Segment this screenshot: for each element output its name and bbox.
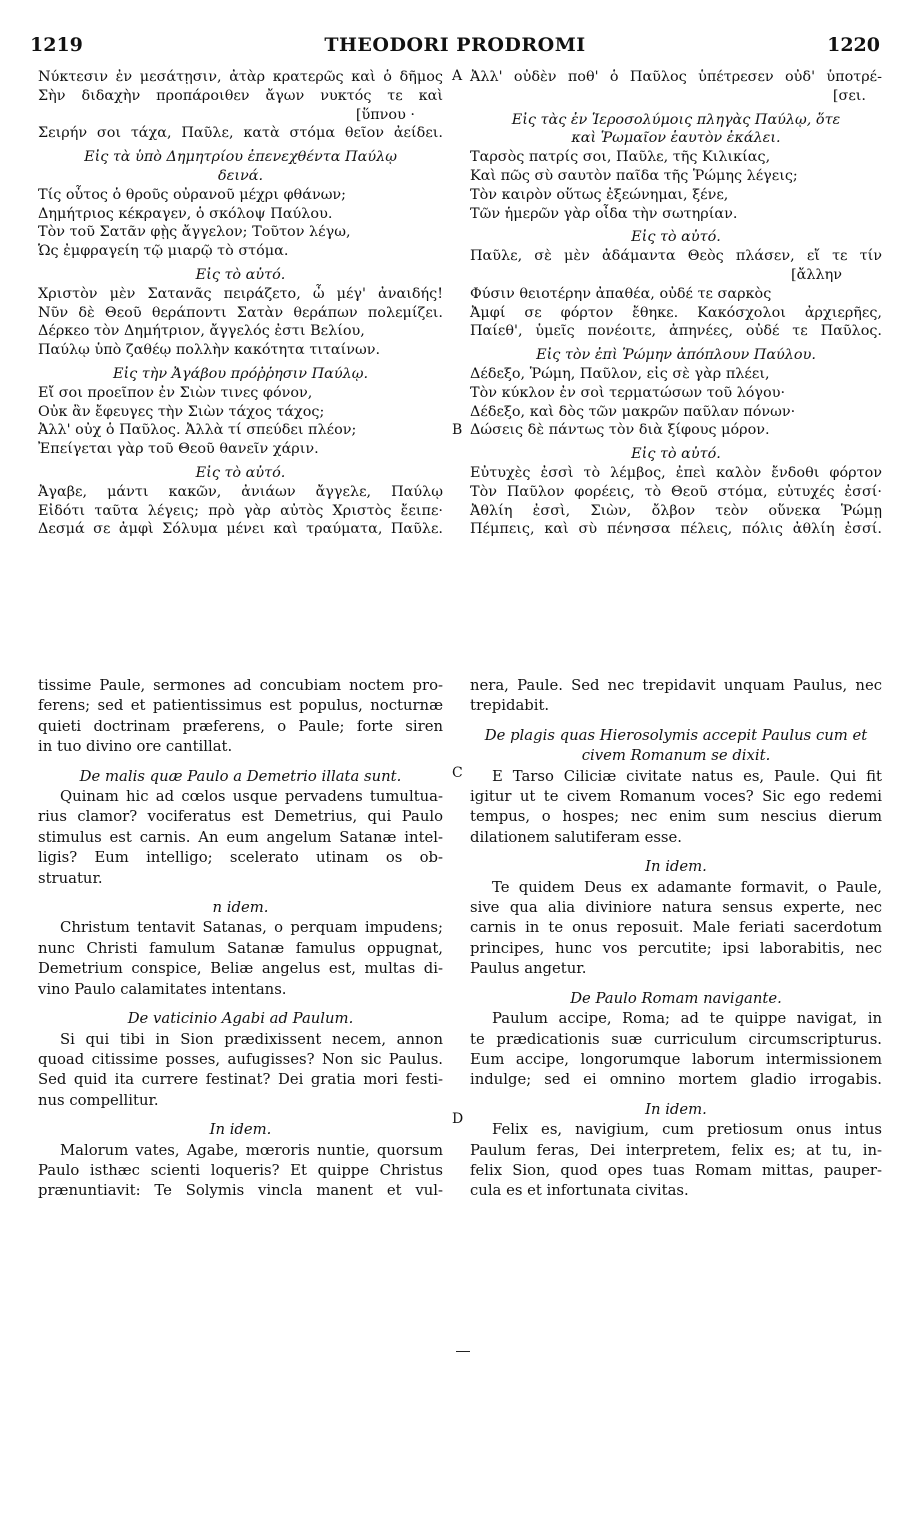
margin-letter-a: A [452, 68, 463, 84]
prose-line: Paulum accipe, Roma; ad te quippe navigat, in [492, 1010, 882, 1028]
prose-line: Demetrium conspice, Beliæ angelus est, multas di- [38, 960, 443, 978]
verse-line: Ἀγαβε, μάντι κακῶν, ἀνιάων ἄγγελε, Παύλῳ [38, 483, 443, 500]
prose-line: Paulo isthæc scienti loqueris? Et quippe Christus [38, 1161, 443, 1179]
right-latin-column [470, 676, 882, 1202]
margin-letter-c: C [452, 765, 463, 781]
verse-line: Τῶν ἡμερῶν γὰρ οἶδα τὴν σωτηρίαν. [470, 205, 738, 222]
section-heading: De vaticinio Agabi ad Paulum. [127, 1010, 354, 1028]
prose-line: prænuntiavit: Te Solymis vincla manent et vul- [38, 1182, 443, 1200]
section-heading: In idem. [645, 1100, 707, 1118]
verse-line: Καὶ πῶς σὺ σαυτὸν παῖδα τῆς Ῥώμης λέγεις; [470, 167, 798, 184]
section-heading: Εἰς τὸ αὐτό. [195, 266, 286, 283]
prose-line: te prædicationis suæ curriculum circumscripturus. [470, 1030, 882, 1048]
verse-line: Τὸν Παῦλον φορέεις, τὸ Θεοῦ στόμα, εὐτυχές ἐσσί· [470, 483, 882, 500]
verse-line: Ἐπείγεται γὰρ τοῦ Θεοῦ θανεῖν χάριν. [38, 441, 319, 458]
margin-letter-b: B [452, 422, 463, 438]
verse-line: Δημήτριος κέκραγεν, ὁ σκόλοψ Παύλου. [38, 205, 333, 222]
prose-line: stimulus est carnis. An eum angelum Satanæ intel- [38, 828, 443, 846]
prose-line: principes, hunc vos percutite; ipsi laborabitis, nec [470, 939, 882, 957]
prose-line: dilationem salutiferam esse. [470, 828, 682, 846]
prose-line: in tuo divino ore cantillat. [38, 738, 233, 756]
prose-line: felix Sion, quod opes tuas Romam mittas, pauper- [470, 1161, 882, 1179]
section-heading: Εἰς τὸ αὐτό. [631, 229, 721, 246]
prose-line: struatur. [38, 869, 103, 887]
prose-line: trepidabit. [470, 697, 550, 715]
prose-line: Malorum vates, Agabe, mœroris nuntie, quorsum [60, 1141, 443, 1159]
section-heading: Εἰς τὸν ἐπὶ Ῥώμην ἀπόπλουν Παύλου. [536, 347, 816, 364]
section-heading-continuation: καὶ Ῥωμαῖον ἑαυτὸν ἐκάλει. [571, 130, 781, 147]
page-header [30, 34, 880, 60]
prose-line: carnis in te onus reposuit. Male feriati sacerdotum [470, 919, 882, 937]
verse-line-continuation: [σει. [832, 87, 866, 104]
right-greek-column [470, 68, 882, 539]
left-greek-column [38, 68, 443, 539]
prose-line: Paulus angetur. [470, 960, 587, 978]
prose-line: tempus, o hospes; nec enim sum nescius dierum [470, 808, 882, 826]
verse-line: Τὸν καιρὸν οὕτως ἐξεώνημαι, ξένε, [470, 186, 729, 203]
section-heading: De malis quæ Paulo a Demetrio illata sunt. [79, 767, 402, 785]
prose-line: nunc Christi famulum Satanæ famulus oppugnat, [38, 939, 443, 957]
prose-line: Sed quid ita currere festinat? Dei gratia mori festi- [38, 1071, 443, 1089]
verse-line-continuation: [ὕπνου · [355, 106, 415, 123]
verse-line: Νύκτεσιν ἐν μεσάτῃσιν, ἀτὰρ κρατερῶς καὶ ὁ δῆμος [38, 69, 443, 85]
section-heading: Εἰς τὰ ὑπὸ Δημητρίου ἐπενεχθέντα Παύλῳ [84, 149, 397, 166]
page-number-left: 1219 [30, 34, 83, 56]
left-latin-column [38, 676, 443, 1202]
verse-line: Τὸν τοῦ Σατᾶν φῂς ἄγγελον; Τοῦτον λέγω, [38, 224, 351, 241]
prose-line: E Tarso Ciliciæ civitate natus es, Paule. Qui fit [492, 767, 882, 785]
verse-line: Ἀμφί σε φόρτον ἔθηκε. Κακόσχολοι ἀρχιερῆες, [470, 304, 882, 321]
section-heading: n idem. [212, 899, 269, 917]
prose-line: quieti doctrinam præferens, o Paule; forte siren [38, 717, 443, 735]
verse-line: Δώσεις δὲ πάντως τὸν διὰ ξίφους μόρον. [470, 422, 770, 439]
verse-line: Τὸν κύκλον ἐν σοὶ τερματώσων τοῦ λόγου· [470, 384, 786, 401]
prose-line: tissime Paule, sermones ad concubiam noctem pro- [38, 677, 443, 694]
section-heading: Εἰς τὰς ἐν Ἱεροσολύμοις πληγὰς Παύλῳ, ὅτε [511, 111, 841, 128]
section-heading-continuation: δεινά. [217, 167, 264, 184]
verse-line: Παῦλε, σὲ μὲν ἀδάμαντα Θεὸς πλάσεν, εἴ τε τίν [470, 248, 882, 265]
verse-line: Ἀθλίη ἐσσὶ, Σιὼν, ὄλβον τεὸν οὕνεκα Ῥώμῃ [470, 502, 882, 519]
section-heading: De plagis quas Hierosolymis accepit Paulus cum et [484, 726, 868, 744]
prose-line: indulge; sed ei omnino mortem gladio irrogabis. [470, 1071, 882, 1089]
verse-line: Δέδεξο, Ῥώμη, Παῦλον, εἰς σὲ γὰρ πλέει, [470, 365, 770, 382]
section-heading: De Paulo Romam navigante. [570, 989, 782, 1007]
prose-line: Paulum feras, Dei interpretem, felix es; at tu, in- [470, 1141, 882, 1159]
prose-line: rius clamor? vociferatus est Demetrius, qui Paulo [38, 808, 443, 826]
verse-line: Ἀλλ' οὐχ ὁ Παῦλος. Ἀλλὰ τί σπεύδει πλέον; [38, 422, 357, 439]
verse-line: Πέμπεις, καὶ σὺ πένησσα πέλεις, πόλις ἀθλίη ἐσσί. [470, 521, 882, 538]
prose-line: vino Paulo calamitates intentans. [38, 980, 287, 998]
prose-line: Si qui tibi in Sion prædixissent necem, annon [60, 1030, 443, 1048]
prose-line: Te quidem Deus ex adamante formavit, o Paule, [492, 878, 882, 896]
prose-line: quoad citissime posses, aufugisses? Non sic Paulus. [38, 1050, 443, 1068]
end-rule [456, 1351, 470, 1352]
verse-line: Εἴ σοι προεῖπον ἐν Σιὼν τινες φόνον, [38, 384, 313, 401]
verse-line: Χριστὸν μὲν Σατανᾶς πειράζετο, ὦ μέγ' ἀναιδής! [38, 285, 443, 302]
margin-letter-d: D [452, 1111, 464, 1127]
prose-line: ligis? Eum intelligo; scelerato utinam os ob- [38, 849, 443, 867]
prose-line: Eum accipe, longorumque laborum intermissionem [470, 1050, 882, 1068]
verse-line-continuation: [ἄλλην [791, 266, 842, 283]
section-heading-continuation: civem Romanum se dixit. [581, 747, 771, 765]
section-heading: Εἰς τὴν Ἀγάβου πρόῤῥησιν Παύλῳ. [112, 365, 369, 382]
verse-line: Ὡς ἐμφραγείη τῷ μιαρῷ τὸ στόμα. [38, 243, 289, 260]
verse-line: Ταρσὸς πατρίς σοι, Παῦλε, τῆς Κιλικίας, [470, 149, 771, 166]
verse-line: Ἀλλ' οὐδὲν ποθ' ὁ Παῦλος ὑπέτρεσεν οὐδ' ὑποτρέ- [470, 69, 882, 85]
verse-line: Δέδεξο, καὶ δὸς τῶν μακρῶν παῦλαν πόνων· [470, 403, 796, 420]
verse-line: Παίεθ', ὑμεῖς πονέοιτε, ἀπηνέες, οὐδέ τε Παῦλος. [470, 323, 882, 340]
prose-line: ferens; sed et patientissimus est populus, nocturnæ [38, 697, 443, 715]
prose-line: Christum tentavit Satanas, o perquam impudens; [60, 919, 443, 937]
section-heading: Εἰς τὸ αὐτό. [631, 446, 721, 463]
verse-line: Νῦν δὲ Θεοῦ θεράποντι Σατὰν θεράπων πολεμίζει. [38, 304, 443, 321]
prose-line: sive qua alia diviniore natura sensus experte, nec [470, 899, 882, 917]
prose-line: Quinam hic ad cœlos usque pervadens tumultua- [60, 788, 443, 806]
section-heading: In idem. [209, 1121, 272, 1139]
verse-line: Εὐτυχὲς ἐσσὶ τὸ λέμβος, ἐπεὶ καλὸν ἔνδοθι φόρτον [470, 464, 882, 481]
running-title: THEODORI PRODROMI [324, 34, 586, 56]
prose-line: nus compellitur. [38, 1091, 159, 1109]
verse-line: Εἰδότι ταῦτα λέγεις; πρὸ γὰρ αὐτὸς Χριστὸς ἔειπε· [38, 502, 443, 519]
verse-line: Οὐκ ἂν ἔφευγες τὴν Σιὼν τάχος τάχος; [38, 403, 325, 420]
verse-line: Τίς οὗτος ὁ θροῦς οὐρανοῦ μέχρι φθάνων; [38, 186, 347, 203]
prose-line: igitur ut te civem Romanum voces? Sic ego redemi [470, 788, 882, 806]
prose-line: Felix es, navigium, cum pretiosum onus intus [492, 1121, 882, 1139]
section-heading: In idem. [645, 858, 707, 876]
prose-line: nera, Paule. Sed nec trepidavit unquam Paulus, nec [470, 677, 882, 694]
verse-line: Δεσμά σε ἀμφὶ Σόλυμα μένει καὶ τραύματα, Παῦλε. [38, 521, 443, 538]
verse-line: Φύσιν θειοτέρην ἀπαθέα, οὐδέ τε σαρκὸς [470, 285, 772, 302]
verse-line: Σειρήν σοι τάχα, Παῦλε, κατὰ στόμα θεῖον ἀείδει. [38, 125, 443, 142]
verse-line: Δέρκεο τὸν Δημήτριον, ἄγγελός ἐστι Βελίου, [38, 323, 365, 340]
verse-line: Σὴν διδαχὴν προπάροιθεν ἄγων νυκτός τε καὶ [38, 87, 443, 104]
verse-line: Παύλῳ ὑπὸ ζαθέῳ πολλὴν κακότητα τιταίνων. [38, 342, 381, 359]
section-heading: Εἰς τὸ αὐτό. [195, 464, 286, 481]
page-number-right: 1220 [827, 34, 880, 56]
prose-line: cula es et infortunata civitas. [470, 1182, 689, 1200]
